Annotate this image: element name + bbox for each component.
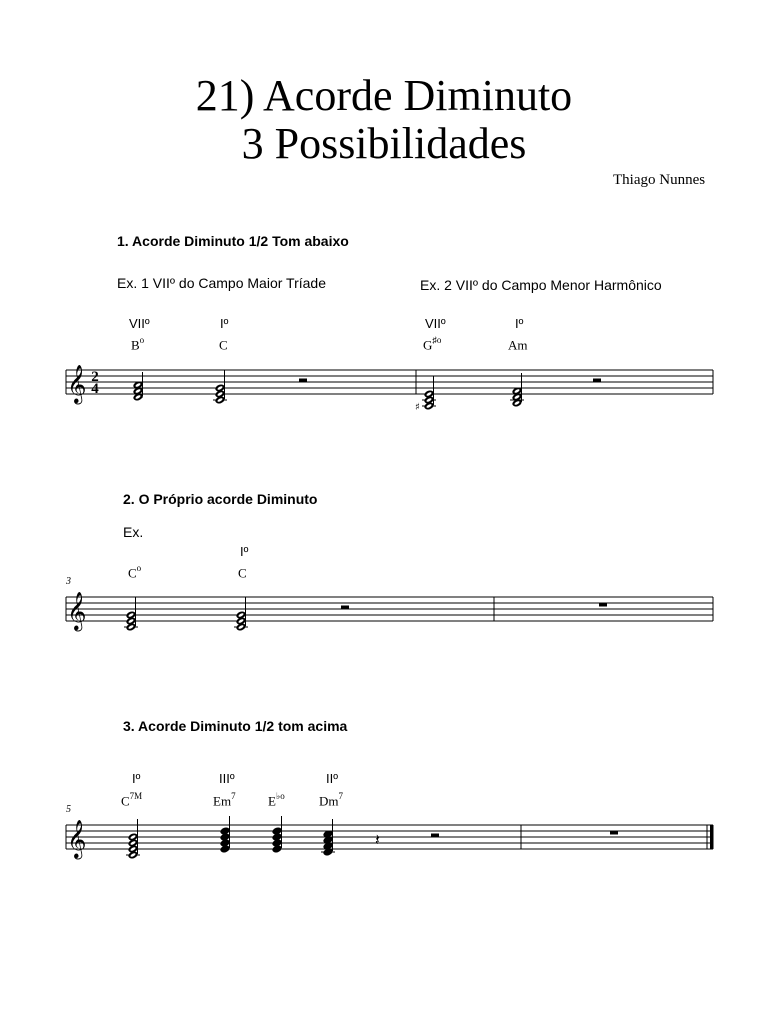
chord-symbol: Dm$^7$ [319, 791, 343, 809]
chord-symbol: $C^{7M}$ [121, 791, 143, 809]
treble-clef-icon: 𝄞 [67, 819, 87, 858]
half-rest [431, 834, 439, 838]
page-subtitle: 3 Possibilidades [241, 119, 527, 168]
chord-symbol: C [238, 565, 247, 581]
section2-heading: 2. O Próprio acorde Diminuto [123, 491, 318, 507]
chord-symbol: $E^{♭o}$ [268, 791, 285, 809]
composer-name: Thiago Nunnes [613, 172, 706, 188]
roman-numeral: Iº [515, 316, 524, 331]
half-rest [341, 606, 349, 610]
svg-text:♯: ♯ [415, 402, 420, 413]
roman-numeral: IIº [326, 771, 338, 786]
staff-system-2 [66, 597, 713, 621]
measure-number: 3 [66, 576, 71, 587]
whole-rest [599, 603, 607, 607]
staff-system-3 [66, 825, 713, 849]
chord-symbol: $B^o$ [131, 335, 145, 353]
staff-system-1 [66, 370, 713, 394]
page-title: 21) Acorde Diminuto [195, 71, 573, 120]
chord-symbol: Em$^7$ [213, 791, 236, 809]
svg-text:4: 4 [91, 381, 99, 397]
chord-notes [124, 597, 138, 632]
roman-numeral: VIIº [129, 316, 150, 331]
treble-clef-icon: 𝄞 [67, 364, 87, 403]
chord-notes [219, 816, 230, 854]
chord-symbol: Am [508, 337, 528, 353]
chord-symbol: $G^{♯o}$ [423, 335, 442, 353]
chord-symbol: $C^o$ [128, 563, 142, 581]
roman-numeral: Iº [132, 771, 141, 786]
roman-numeral: VIIº [425, 316, 446, 331]
half-rest [593, 379, 601, 383]
svg-text:2: 2 [91, 369, 99, 385]
chord-notes [271, 816, 282, 854]
section3-heading: 3. Acorde Diminuto 1/2 tom acima [123, 718, 348, 734]
section2-ex-label: Ex. [123, 524, 144, 540]
treble-clef-icon: 𝄞 [67, 591, 87, 630]
section1-heading: 1. Acorde Diminuto 1/2 Tom abaixo [117, 233, 349, 249]
roman-numeral: Iº [220, 316, 229, 331]
chord-notes [213, 370, 227, 405]
time-signature [91, 369, 99, 397]
half-rest [299, 379, 307, 383]
whole-rest [610, 831, 618, 835]
quarter-rest: 𝄽 [375, 830, 380, 849]
final-barline [710, 825, 714, 849]
roman-numeral: Iº [240, 544, 249, 559]
chord-notes [510, 373, 524, 408]
chord-symbol: C [219, 337, 228, 353]
measure-number: 5 [66, 804, 71, 815]
section1-ex1-label: Ex. 1 VIIº do Campo Maior Tríade [117, 275, 326, 291]
section1-ex2-label: Ex. 2 VIIº do Campo Menor Harmônico [420, 277, 662, 293]
chord-notes [234, 597, 248, 632]
roman-numeral: IIIº [219, 771, 235, 786]
